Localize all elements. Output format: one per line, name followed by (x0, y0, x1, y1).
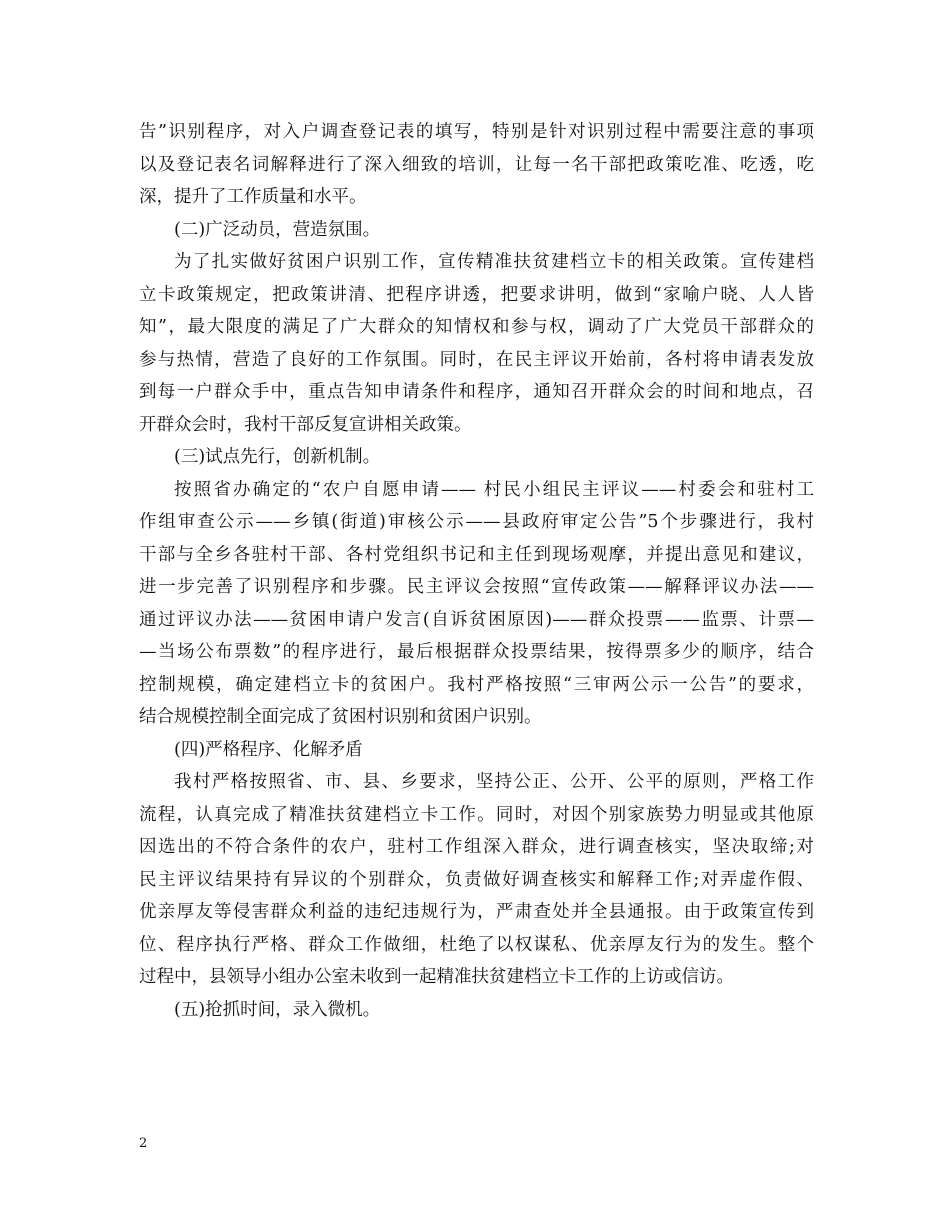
section-heading: (四)严格程序、化解矛盾 (174, 739, 363, 760)
text-line: —当场公布票数”的程序进行，最后根据群众投票结果，按得票多少的顺序，结合 (139, 642, 814, 662)
text-line: 进一步完善了识别程序和步骤。民主评议会按照“宣传政策——解释评议办法—— (139, 577, 814, 597)
text-line: 流程，认真完成了精准扶贫建档立卡工作。同时，对因个别家族势力明显或其他原 (139, 804, 814, 825)
text-line: 过程中，县领导小组办公室未收到一起精准扶贫建档立卡工作的上访或信访。 (139, 967, 734, 987)
text-line: 开群众会时，我村干部反复宣讲相关政策。 (139, 414, 472, 435)
text-line: 干部与全乡各驻村干部、各村党组织书记和主任到现场观摩，并提出意见和建议， (139, 544, 814, 565)
text-line: 作组审查公示——乡镇(街道)审核公示——县政府审定公告”5个步骤进行，我村 (139, 512, 814, 532)
text-line: 按照省办确定的“农户自愿申请—— 村民小组民主评议——村委会和驻村工 (174, 479, 814, 500)
text-line: 优亲厚友等侵害群众利益的违纪违规行为，严肃查处并全县通报。由于政策宣传到 (139, 902, 814, 922)
text-line: 通过评议办法——贫困申请户发言(自诉贫困原因)——群众投票——监票、计票— (139, 609, 814, 630)
text-line: 为了扎实做好贫困户识别工作，宣传精准扶贫建档立卡的相关政策。宣传建档 (174, 252, 814, 272)
section-heading: (五)抢抓时间，录入微机。 (174, 999, 381, 1020)
section-heading: (三)试点先行，创新机制。 (174, 447, 381, 467)
text-line: 以及登记表名词解释进行了深入细致的培训，让每一名干部把政策吃准、吃透，吃 (139, 154, 814, 175)
page-number: 2 (139, 1136, 148, 1151)
text-line: 控制规模，确定建档立卡的贫困户。我村严格按照“三审两公示一公告”的要求， (139, 674, 814, 695)
section-heading: (二)广泛动员，营造氛围。 (174, 219, 381, 240)
text-line: 民主评议结果持有异议的个别群众，负责做好调查核实和解释工作;对弄虚作假、 (139, 869, 814, 890)
text-line: 位、程序执行严格、群众工作做细，杜绝了以权谋私、优亲厚友行为的发生。整个 (139, 934, 814, 955)
text-line: 知”，最大限度的满足了广大群众的知情权和参与权，调动了广大党员干部群众的 (139, 317, 814, 337)
text-line: 告”识别程序，对入户调查登记表的填写，特别是针对识别过程中需要注意的事项 (139, 122, 814, 142)
text-line: 深，提升了工作质量和水平。 (139, 187, 367, 207)
text-line: 结合规模控制全面完成了贫困村识别和贫困户识别。 (139, 707, 542, 727)
text-line: 我村严格按照省、市、县、乡要求，坚持公正、公开、公平的原则，严格工作 (174, 772, 814, 792)
text-line: 到每一户群众手中，重点告知申请条件和程序，通知召开群众会的时间和地点，召 (139, 382, 814, 402)
text-line: 因选出的不符合条件的农户，驻村工作组深入群众，进行调查核实，坚决取缔;对 (139, 837, 814, 857)
body-text (139, 116, 814, 1026)
text-line: 参与热情，营造了良好的工作氛围。同时，在民主评议开始前，各村将申请表发放 (139, 349, 814, 370)
text-line: 立卡政策规定，把政策讲清、把程序讲透，把要求讲明，做到“家喻户晓、人人皆 (139, 284, 814, 305)
